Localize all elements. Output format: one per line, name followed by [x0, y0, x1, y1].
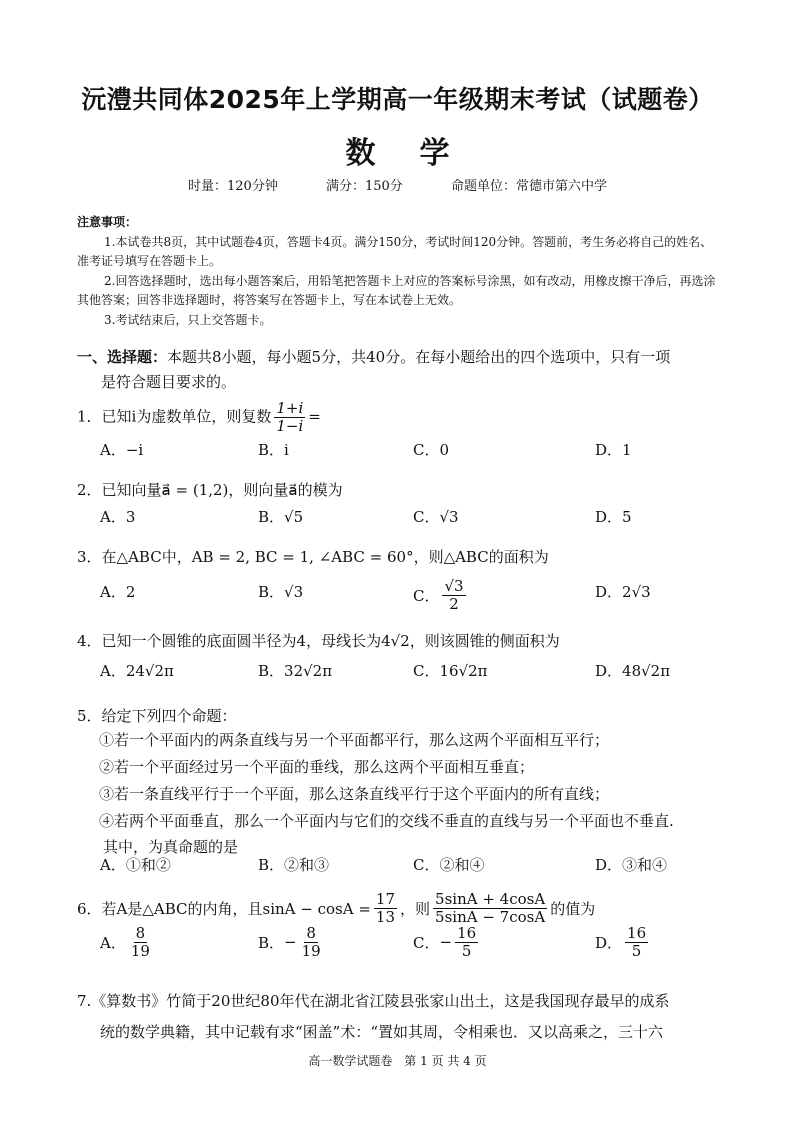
notice-item: 2.回答选择题时，选出每小题答案后，用铅笔把答题卡上对应的答案标号涂黑，如有改动，用橡皮擦干净后，再选涂其他答案；回答非选择题时，将答案写在答题卡上，写在本试卷上无效。 — [77, 273, 716, 307]
option-b: B．i — [258, 440, 289, 459]
proposition-2: ②若一个平面经过另一个平面的垂线，那么这两个平面相互垂直； — [99, 758, 535, 776]
exam-score: 满分：150分 — [325, 179, 403, 194]
option-sign: − — [439, 933, 453, 951]
page-number: 第 1 页 共 4 页 — [404, 1054, 487, 1068]
option-b: B．②和③ — [258, 855, 330, 874]
fraction-numerator: 1+i — [276, 399, 304, 417]
fraction — [433, 891, 547, 926]
question-3: 3．在△ABC中，AB = 2, BC = 1, ∠ABC = 60°，则△ABC的面积为 — [77, 548, 549, 566]
proposition-4: ④若两个平面垂直，那么一个平面内与它们的交线不垂直的直线与另一个平面也不垂直. — [99, 812, 674, 830]
question-1 — [77, 400, 727, 435]
option-c — [413, 578, 469, 613]
fraction-numerator: 8 — [135, 923, 146, 942]
option-a: A．3 — [100, 507, 136, 526]
question-7-cont: 统的数学典籍，其中记载有求“囷盖”术：“置如其周，令相乘也．又以高乘之，三十六 — [100, 1023, 664, 1041]
proposition-3: ③若一条直线平行于一个平面，那么这条直线平行于这个平面内的所有直线； — [99, 785, 610, 803]
option-a: A．−i — [100, 440, 144, 459]
fraction-numerator: 5sinA + 4cosA — [435, 890, 546, 908]
question-6 — [77, 891, 727, 926]
fraction — [374, 891, 397, 926]
option-a — [100, 925, 155, 960]
question-stem: 1．已知i为虚数单位，则复数 — [77, 407, 272, 426]
option-d: D．2√3 — [595, 582, 651, 601]
fraction-denominator: 2 — [449, 595, 459, 613]
fraction — [300, 925, 323, 960]
question-stem: 6．若A是△ABC的内角，且sinA − cosA = — [77, 899, 371, 918]
option-b: B．32√2π — [258, 661, 333, 680]
option-c: C．16√2π — [413, 661, 488, 680]
question-4: 4．已知一个圆锥的底面圆半径为4，母线长为4√2，则该圆锥的侧面积为 — [77, 632, 560, 650]
fraction — [455, 925, 478, 960]
fraction-numerator: 16 — [457, 923, 477, 942]
option-c: C．0 — [413, 440, 450, 459]
option-sign: − — [284, 933, 297, 951]
fraction-numerator: 16 — [627, 923, 647, 942]
fraction-denominator: 5 — [631, 941, 642, 960]
question-mid: ，则 — [400, 899, 431, 918]
option-d: D．1 — [595, 440, 632, 459]
option-label: A． — [100, 933, 126, 952]
section-instructions: 本题共8小题，每小题5分，共40分。在每小题给出的四个选项中，只有一项 — [167, 348, 671, 366]
option-label: D． — [595, 933, 623, 952]
subject-char-2: 学 — [419, 136, 450, 171]
fraction-numerator: 8 — [306, 923, 316, 942]
exam-time: 时量：120分钟 — [188, 179, 278, 194]
subject-char-1: 数 — [345, 136, 376, 171]
option-d: D．5 — [595, 507, 632, 526]
fraction — [129, 925, 152, 960]
option-b: B．√3 — [258, 582, 304, 601]
fraction-denominator: 5 — [461, 941, 472, 960]
notice-item: 3.考试结束后，只上交答题卡。 — [104, 312, 272, 327]
question-2: 2．已知向量a⃗ = (1,2)，则向量a⃗的模为 — [77, 481, 343, 499]
section-instructions-cont: 是符合题目要求的。 — [101, 373, 237, 391]
option-c-label: C． — [413, 587, 440, 605]
proposition-1: ①若一个平面内的两条直线与另一个平面都平行，那么这两个平面相互平行； — [99, 731, 610, 749]
fraction — [442, 578, 465, 613]
question-tail: 的值为 — [550, 899, 596, 918]
fraction-denominator: 19 — [130, 941, 150, 960]
exam-meta — [0, 175, 795, 194]
option-c: C．②和④ — [413, 855, 485, 874]
option-a: A．24√2π — [100, 661, 174, 680]
option-b: B．√5 — [258, 507, 304, 526]
notice-heading: 注意事项： — [77, 215, 138, 229]
option-c: C．√3 — [413, 507, 459, 526]
option-d — [595, 925, 651, 960]
option-label: C． — [413, 933, 440, 952]
section-heading-block — [77, 345, 727, 395]
notice-item: 1.本试卷共8页，其中试题卷4页，答题卡4页。满分150分，考试时间120分钟。答题前，考生务必将自己的姓名、准考证号填写在答题卡上。 — [77, 234, 713, 268]
option-d: D．48√2π — [595, 661, 671, 680]
question-7: 7.《算数书》竹简于20世纪80年代在湖北省江陵县张家山出土，这是我国现存最早的成系 — [77, 992, 670, 1010]
page-footer — [0, 1052, 795, 1069]
option-a: A．①和② — [100, 855, 171, 874]
fraction — [274, 400, 305, 435]
fraction-denominator: 13 — [375, 908, 396, 926]
footer-title: 高一数学试题卷 — [308, 1054, 393, 1068]
question-tail: = — [308, 407, 321, 426]
option-d: D．③和④ — [595, 855, 668, 874]
fraction-numerator: 17 — [375, 890, 396, 908]
fraction-denominator: 5sinA − 7cosA — [435, 908, 546, 926]
notice-block — [77, 213, 719, 330]
question-5: 5．给定下列四个命题： — [77, 707, 237, 725]
fraction — [625, 925, 648, 960]
subject-title — [0, 128, 795, 172]
section-heading: 一、选择题： — [77, 348, 168, 366]
option-a: A．2 — [100, 582, 136, 601]
exam-unit: 命题单位：常德市第六中学 — [450, 179, 607, 194]
page-title: 沅澧共同体2025年上学期高一年级期末考试（试题卷） — [81, 85, 714, 114]
question-5-ask: 其中，为真命题的是 — [103, 838, 239, 856]
option-label: B． — [258, 933, 285, 952]
fraction-denominator: 1−i — [276, 417, 304, 435]
option-c — [413, 925, 481, 960]
option-b — [258, 925, 326, 960]
fraction-denominator: 19 — [301, 941, 321, 960]
fraction-numerator: √3 — [444, 577, 464, 595]
